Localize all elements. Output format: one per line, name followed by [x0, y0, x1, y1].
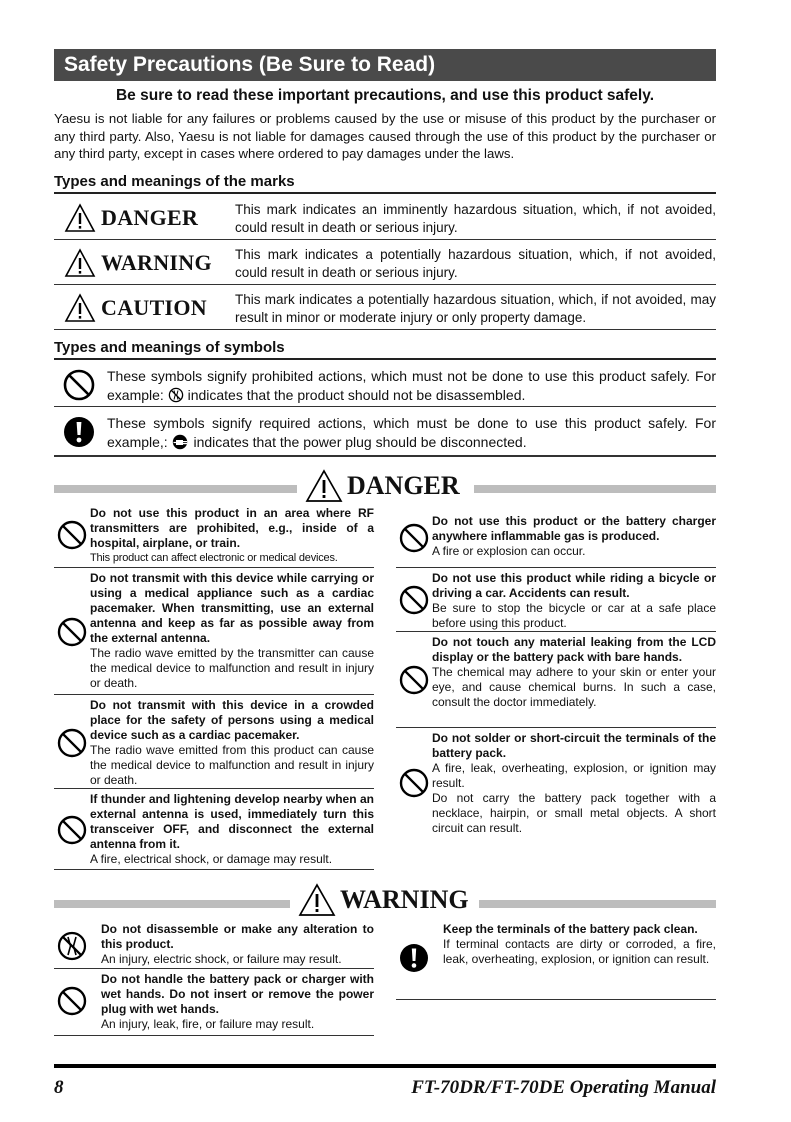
- mark-word: CAUTION: [101, 294, 207, 320]
- no-disassembly-icon: [168, 387, 184, 403]
- mark-row-danger: [54, 196, 716, 240]
- symbol-description: These symbols signify required actions, which must be done to use this product safely. For example,: indicates that the power plug should be disconnected.: [107, 415, 716, 450]
- danger-item: Do not transmit with this device while carrying or using a medical appliance such as a cardiac pacemaker. When transmitting, use an external antenna and keep as far as possible away from the external antenna. The radio wave emitted by the transmitter can cause the medical device to malfunction and result in injury or death.: [54, 569, 374, 695]
- danger-item: Do not use this product in an area where RF transmitters are prohibited, e.g., inside of a hospital, airplane, or train. This product can affect electronic or medical devices.: [54, 505, 374, 568]
- mark-row-warning: [54, 241, 716, 285]
- prohibited-icon: [56, 814, 88, 846]
- mark-description: This mark indicates a potentially hazardous situation, which, if not avoided, may result in minor or moderate injury or only property damage.: [235, 292, 716, 325]
- prohibited-icon: [62, 368, 96, 402]
- symbol-row-required: [54, 409, 716, 457]
- warning-triangle-icon: [298, 883, 336, 917]
- mark-word: WARNING: [101, 249, 212, 275]
- footer-rule: [54, 1064, 716, 1068]
- page-subtitle: Be sure to read these important precautions, and use this product safely.: [115, 87, 655, 104]
- page-number: 8: [54, 1077, 64, 1098]
- intro-paragraph: Yaesu is not liable for any failures or problems caused by the use or misuse of this product by the purchaser or any third party. Also, Yaesu is not liable for damages caused through the use of this product by the purchaser or any third party, except in cases where ordered to pay damages under the laws.: [54, 111, 716, 161]
- symbol-description: These symbols signify prohibited actions, which must not be done to use this product safely. For example: indicates that the product should not be disassembled.: [107, 368, 716, 403]
- manual-title: FT-70DR/FT-70DE Operating Manual: [411, 1077, 716, 1098]
- mark-description: This mark indicates a potentially hazardous situation, which, if not avoided, could result in death or serious injury.: [235, 247, 716, 280]
- prohibited-icon: [398, 584, 430, 616]
- marks-heading: Types and meanings of the marks: [54, 173, 716, 194]
- symbol-row-prohibited: [54, 362, 716, 407]
- mark-row-caution: [54, 286, 716, 330]
- unplug-icon: [172, 434, 190, 450]
- mandatory-action-icon: [62, 415, 96, 449]
- warning-item: Do not disassemble or make any alteration to this product. An injury, electric shock, or failure may result.: [54, 920, 374, 969]
- warning-triangle-icon: [64, 203, 96, 233]
- warning-triangle-icon: [305, 469, 343, 503]
- prohibited-icon: [56, 727, 88, 759]
- danger-item: Do not use this product while riding a bicycle or driving a car. Accidents can result. Be sure to stop the bicycle or car at a safe place before using this product.: [396, 569, 716, 632]
- prohibited-icon: [398, 664, 430, 696]
- danger-banner: [54, 469, 716, 503]
- danger-item: Do not transmit with this device in a crowded place for the safety of persons using a medical device such as a cardiac pacemaker. The radio wave emitted from this product can cause the medical device to malfunction and result in injury or death.: [54, 696, 374, 789]
- danger-item: Do not touch any material leaking from the LCD display or the battery pack with bare hands. The chemical may adhere to your skin or enter your eye, and cause chemical burns. In such a case, consult the doctor immediately.: [396, 633, 716, 728]
- prohibited-icon: [398, 767, 430, 799]
- danger-item: If thunder and lightening develop nearby when an external antenna is used, immediately turn this transceiver OFF, and disconnect the external antenna from it. A fire, electrical shock, or damage may result.: [54, 790, 374, 870]
- no-disassembly-icon: [56, 930, 88, 962]
- warning-triangle-icon: [64, 293, 96, 323]
- prohibited-icon: [56, 616, 88, 648]
- warning-banner-label: WARNING: [340, 885, 469, 914]
- page-title: Safety Precautions (Be Sure to Read): [54, 49, 716, 81]
- prohibited-icon: [398, 522, 430, 554]
- danger-item: Do not use this product or the battery charger anywhere inflammable gas is produced. A fire or explosion can occur.: [396, 505, 716, 568]
- prohibited-icon: [56, 519, 88, 551]
- mark-description: This mark indicates an imminently hazardous situation, which, if not avoided, could result in death or serious injury.: [235, 202, 716, 235]
- prohibited-icon: [56, 985, 88, 1017]
- warning-banner: [54, 883, 716, 917]
- warning-item: Do not handle the battery pack or charger with wet hands. Do not insert or remove the power plug with wet hands. An injury, leak, fire, or failure may result.: [54, 970, 374, 1036]
- danger-banner-label: DANGER: [347, 471, 460, 500]
- mandatory-action-icon: [398, 942, 430, 974]
- danger-item: Do not solder or short-circuit the terminals of the battery pack. A fire, leak, overheating, explosion, or ignition may result. Do not carry the battery pack together with a necklace, hairpin, or small metal objects. A short circuit can result.: [396, 729, 716, 839]
- mark-word: DANGER: [101, 204, 199, 230]
- symbols-heading: Types and meanings of symbols: [54, 339, 716, 360]
- warning-item: Keep the terminals of the battery pack clean. If terminal contacts are dirty or corroded, a fire, leak, overheating, explosion, or ignition can result.: [396, 920, 716, 1000]
- warning-triangle-icon: [64, 248, 96, 278]
